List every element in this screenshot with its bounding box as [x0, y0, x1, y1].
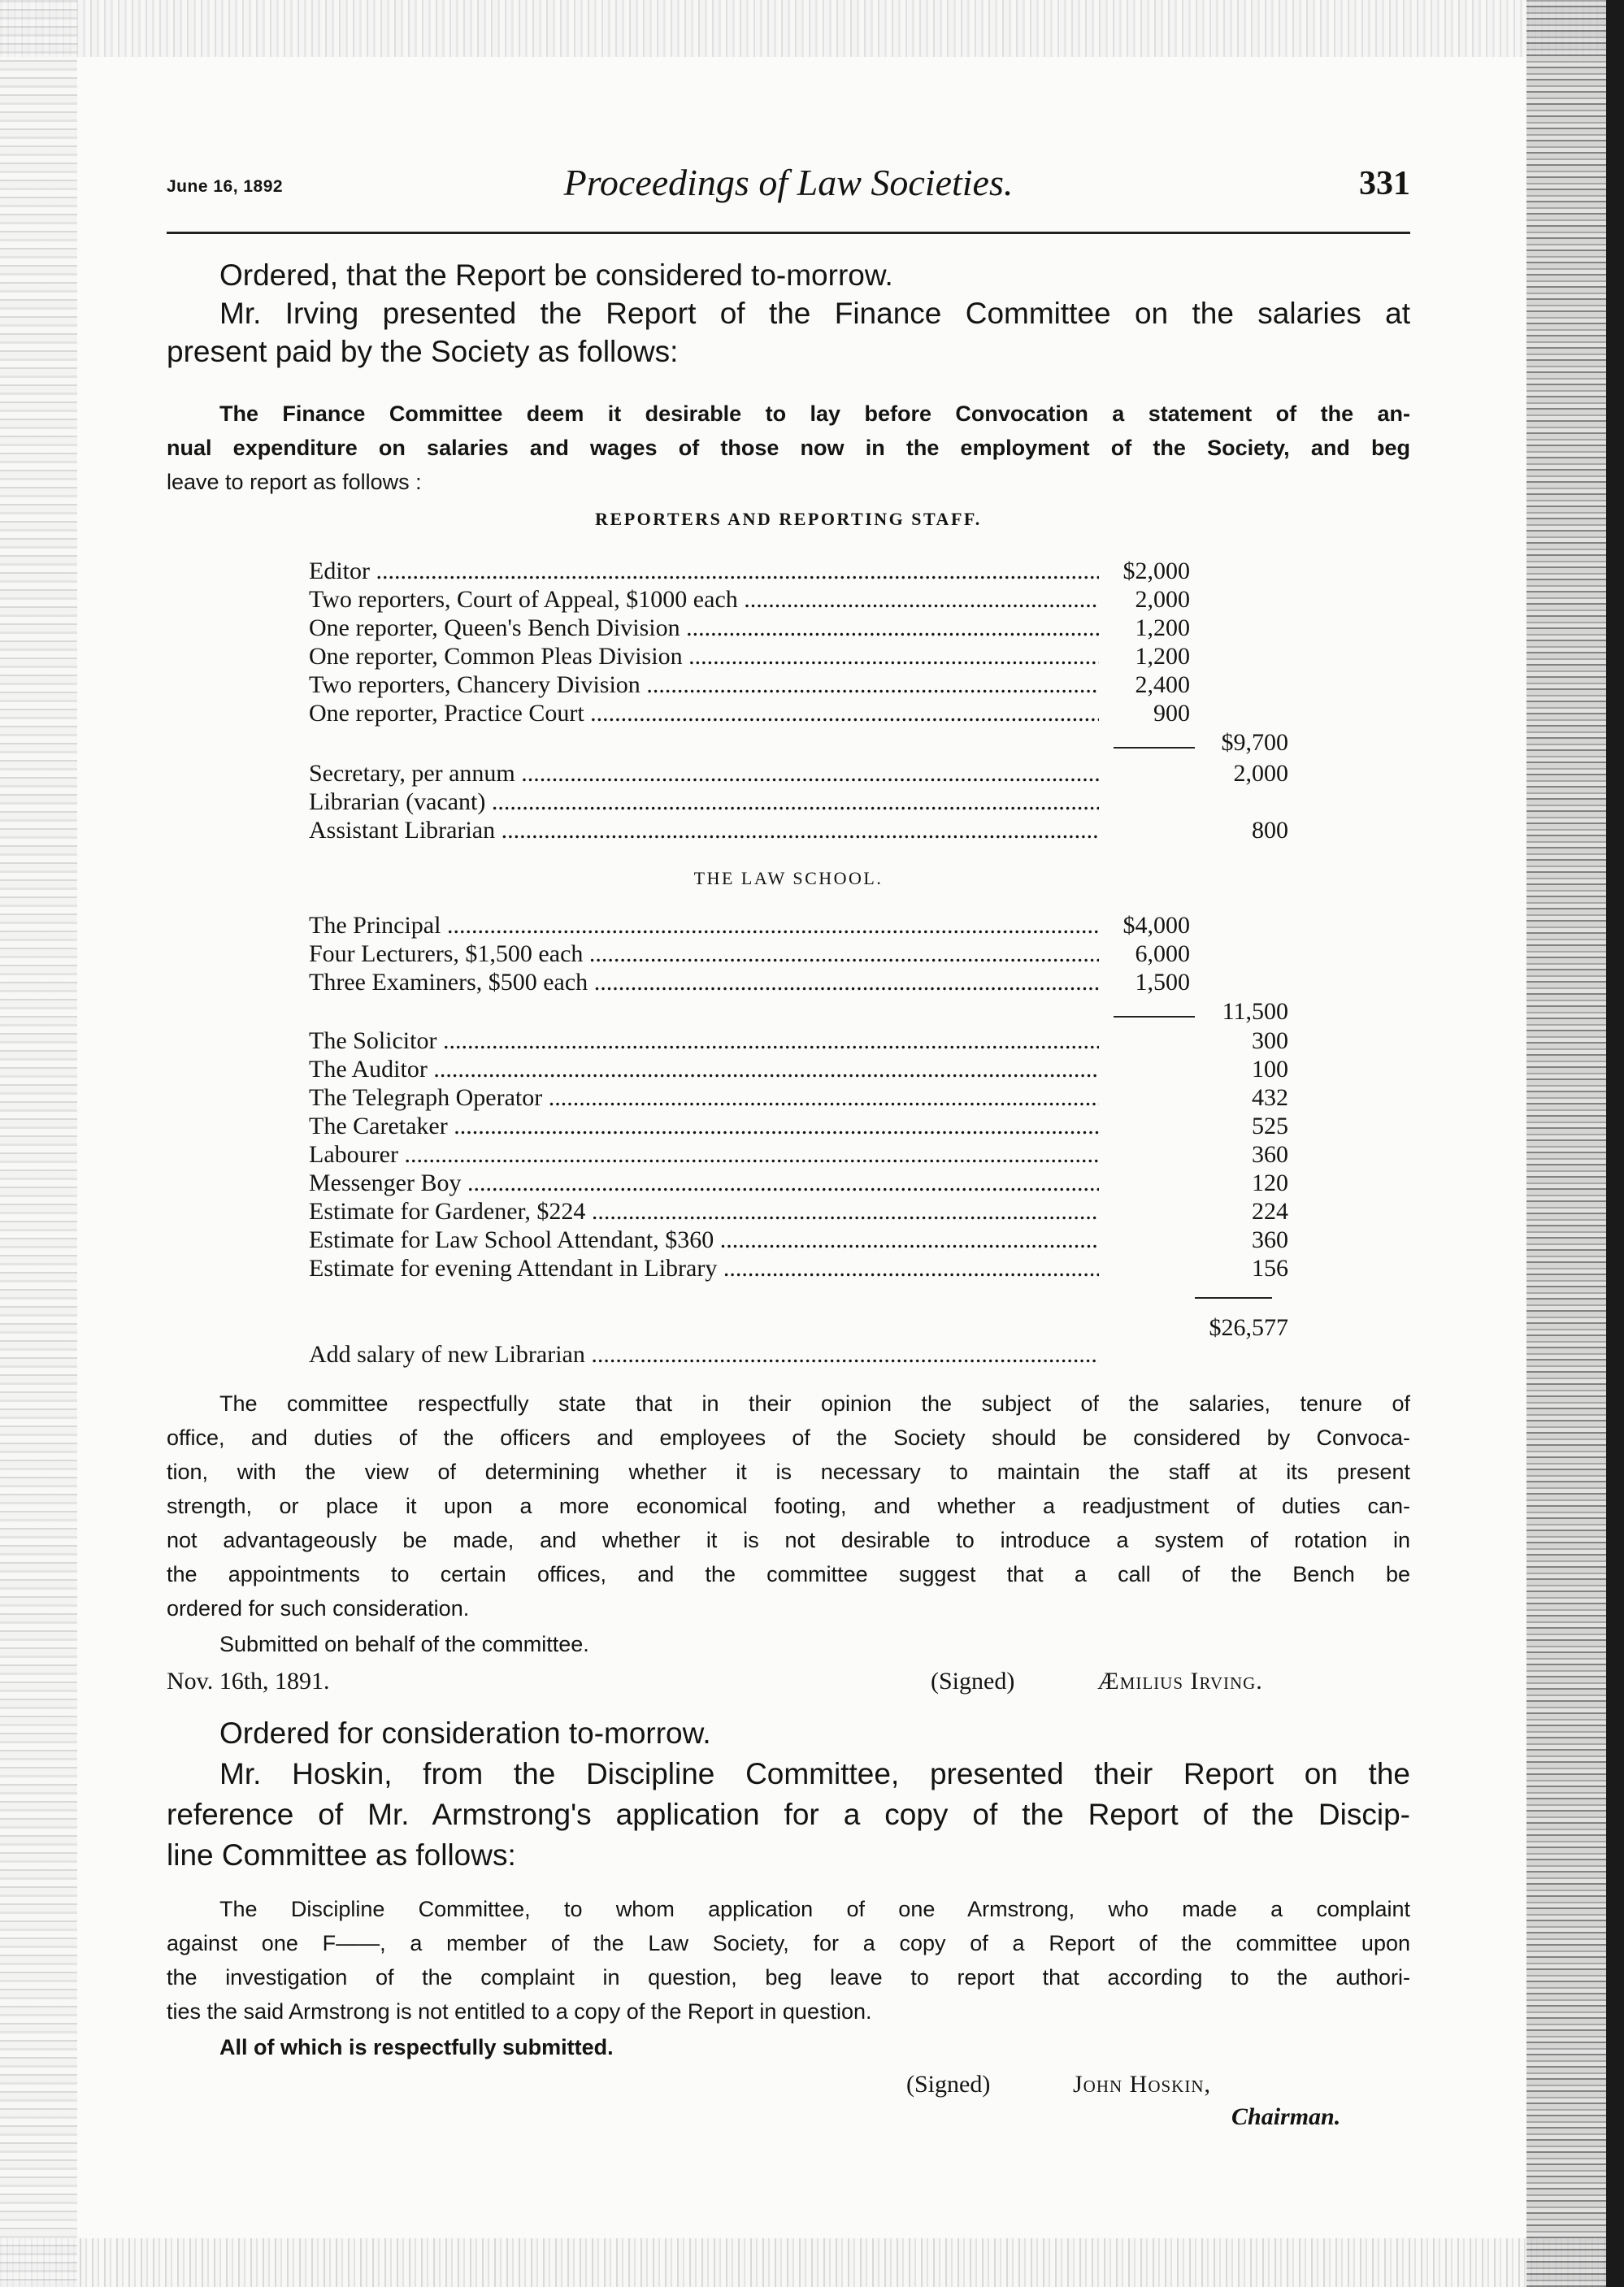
row-label: Three Examiners, $500 each .....: [309, 969, 1099, 996]
hoskin-title: Chairman.: [1231, 2103, 1341, 2130]
reporters-subtotal: $9,700: [1221, 729, 1288, 756]
scan-edge-left: [0, 0, 77, 2287]
row-amount: 900: [1153, 700, 1190, 727]
subtotal-rule: [1114, 1016, 1195, 1018]
row-label: Messenger Boy .....: [309, 1170, 1099, 1197]
row-amount: 2,400: [1135, 671, 1190, 698]
row-label: One reporter, Queen's Bench Division .....: [309, 614, 1099, 642]
row-total: 100: [1252, 1056, 1288, 1083]
statement-line-1: The committee respectfully state that in their opinion the subject of the salaries, tenure of: [219, 1391, 1410, 1416]
statement-line-5: not advantageously be made, and whether it is not desirable to introduce a system of rotation in: [167, 1528, 1410, 1552]
hoskin-signer: John Hoskin,: [1073, 2071, 1212, 2098]
row-label: Estimate for Law School Attendant, $360 .....: [309, 1226, 1099, 1254]
page-number: 331: [1359, 165, 1410, 202]
row-total: 156: [1252, 1255, 1288, 1282]
hoskin-intro-2: reference of Mr. Armstrong's application for a copy of the Report of the Discip-: [167, 1798, 1410, 1831]
row-label: Four Lecturers, $1,500 each .....: [309, 940, 1099, 968]
ordered-consideration: Ordered for consideration to-morrow.: [219, 1716, 711, 1750]
row-amount: 1,200: [1135, 614, 1190, 641]
row-total: 224: [1252, 1198, 1288, 1225]
statement-line-2: office, and duties of the officers and employees of the Society should be considered by Convoca-: [167, 1426, 1410, 1450]
intro-line-2: Mr. Irving presented the Report of the Finance Committee on the salaries at: [219, 297, 1410, 330]
row-label: One reporter, Practice Court .....: [309, 700, 1099, 727]
section-law-school-heading: THE LAW SCHOOL.: [693, 868, 884, 888]
row-label: Librarian (vacant) .....: [309, 788, 1099, 816]
grand-total: $26,577: [1209, 1314, 1288, 1341]
row-amount: $2,000: [1122, 558, 1190, 584]
row-label: Secretary, per annum .....: [309, 760, 1099, 788]
statement-line-4: strength, or place it upon a more economical footing, and whether a readjustment of duties can-: [167, 1494, 1410, 1518]
submitted-line: Submitted on behalf of the committee.: [219, 1632, 589, 1656]
intro-line-1: Ordered, that the Report be considered to-morrow.: [219, 258, 893, 292]
hoskin-intro-1: Mr. Hoskin, from the Discipline Committee, presented their Report on the: [219, 1757, 1410, 1790]
row-total: 120: [1252, 1170, 1288, 1196]
hoskin-signed-label: (Signed): [906, 2071, 991, 2098]
statement-line-6: the appointments to certain offices, and the committee suggest that a call of the Bench be: [167, 1562, 1410, 1586]
law-school-subtotal: 11,500: [1222, 998, 1288, 1025]
discipline-line-1: The Discipline Committee, to whom application of one Armstrong, who made a complaint: [219, 1897, 1410, 1921]
row-label: Labourer .....: [309, 1141, 1099, 1169]
row-total: 300: [1252, 1027, 1288, 1054]
statement-line-7: ordered for such consideration.: [167, 1596, 470, 1621]
row-total: 800: [1252, 817, 1288, 844]
row-label: Estimate for Gardener, $224 .....: [309, 1198, 1099, 1226]
row-amount: 2,000: [1135, 586, 1190, 613]
finance-signed-label: (Signed): [931, 1668, 1015, 1695]
finance-preamble-3: leave to report as follows :: [167, 470, 422, 494]
row-total: 2,000: [1233, 760, 1288, 787]
scan-binding-shadow: [1606, 0, 1624, 2287]
finance-signer: Æmilius Irving.: [1097, 1668, 1263, 1695]
row-label: The Telegraph Operator .....: [309, 1084, 1099, 1112]
row-label: Two reporters, Court of Appeal, $1000 each .....: [309, 586, 1099, 614]
row-total: 432: [1252, 1084, 1288, 1111]
row-label: Estimate for evening Attendant in Library .....: [309, 1255, 1099, 1282]
scan-edge-bottom: [0, 2238, 1624, 2287]
row-amount: 6,000: [1135, 940, 1190, 967]
row-label: Editor .....: [309, 558, 1099, 585]
subtotal-rule: [1114, 747, 1195, 749]
finance-date: Nov. 16th, 1891.: [167, 1668, 330, 1695]
running-header: [167, 154, 1410, 219]
header-rule: [167, 232, 1410, 234]
statement-line-3: tion, with the view of determining whether it is necessary to maintain the staff at its present: [167, 1460, 1410, 1484]
row-total: 360: [1252, 1226, 1288, 1253]
row-label: One reporter, Common Pleas Division .....: [309, 643, 1099, 670]
row-label: The Solicitor .....: [309, 1027, 1099, 1055]
discipline-line-2: against one F——, a member of the Law Society, for a copy of a Report of the committee upon: [167, 1931, 1410, 1955]
row-total: 360: [1252, 1141, 1288, 1168]
discipline-line-3: the investigation of the complaint in question, beg leave to report that according to the authori-: [167, 1965, 1410, 1990]
row-total: 525: [1252, 1113, 1288, 1139]
row-amount: $4,000: [1122, 912, 1190, 939]
row-amount: 1,200: [1135, 643, 1190, 670]
row-label: Add salary of new Librarian .....: [309, 1341, 1099, 1369]
intro-line-3: present paid by the Society as follows:: [167, 335, 679, 368]
row-label: Assistant Librarian .....: [309, 817, 1099, 844]
header-title: Proceedings of Law Societies.: [563, 162, 1014, 203]
finance-preamble-2: nual expenditure on salaries and wages of those now in the employment of the Society, and beg: [167, 436, 1410, 460]
respectfully-line: All of which is respectfully submitted.: [219, 2035, 614, 2059]
hoskin-intro-3: line Committee as follows:: [167, 1838, 516, 1872]
row-label: Two reporters, Chancery Division .....: [309, 671, 1099, 699]
section-reporters-heading: REPORTERS AND REPORTING STAFF.: [595, 509, 982, 529]
row-amount: 1,500: [1135, 969, 1190, 996]
finance-preamble-1: The Finance Committee deem it desirable to lay before Convocation a statement of the an-: [219, 401, 1410, 426]
row-label: The Auditor .....: [309, 1056, 1099, 1083]
header-date: June 16, 1892: [167, 177, 284, 196]
discipline-line-4: ties the said Armstrong is not entitled to a copy of the Report in question.: [167, 1999, 872, 2024]
scan-edge-top: [0, 0, 1624, 57]
row-label: The Caretaker .....: [309, 1113, 1099, 1140]
row-label: The Principal .....: [309, 912, 1099, 940]
grand-total-rule: [1195, 1297, 1272, 1299]
